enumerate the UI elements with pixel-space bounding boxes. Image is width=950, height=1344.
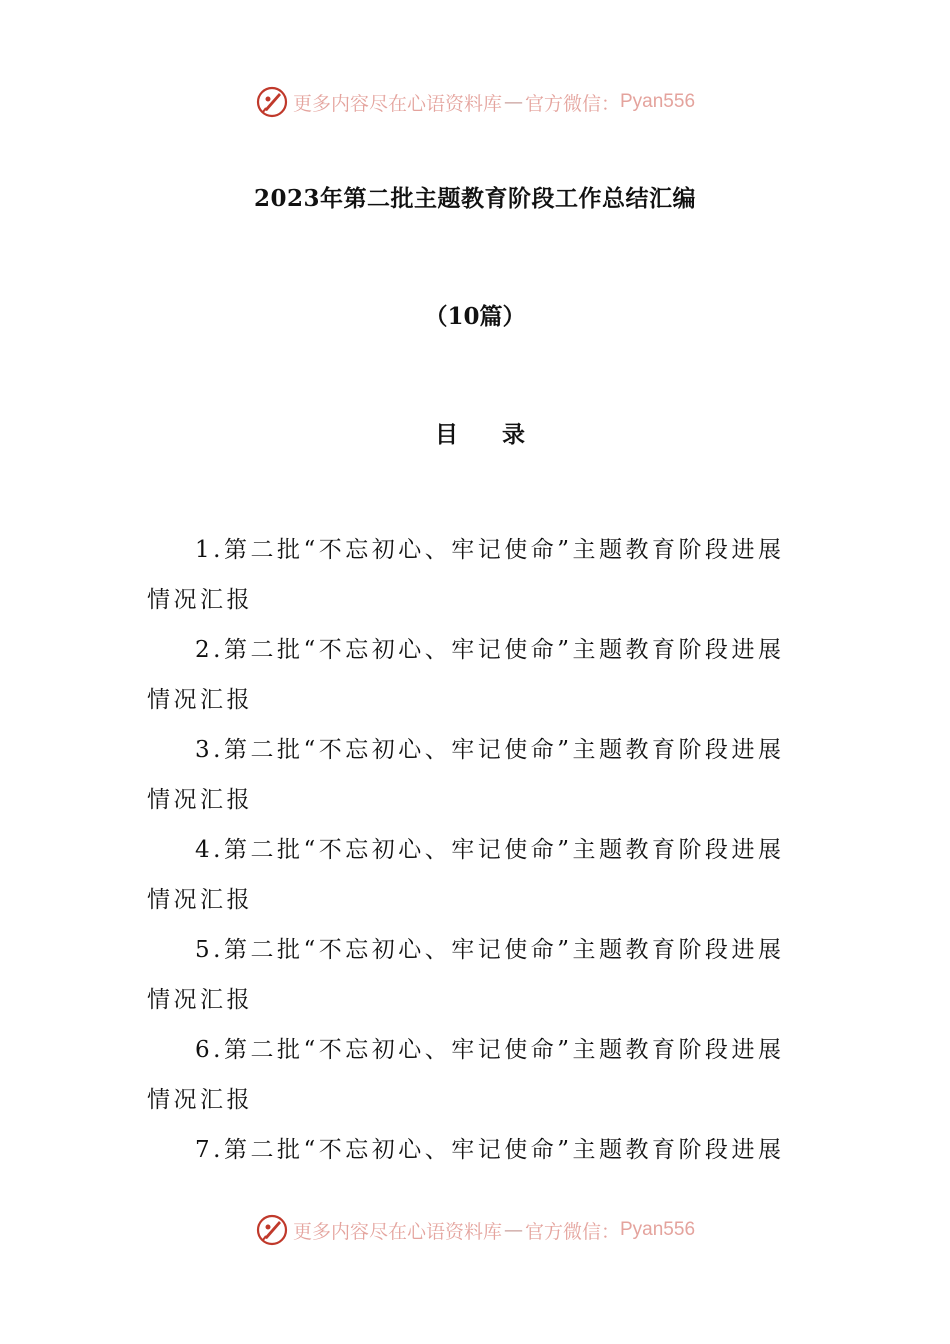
- toc-item-title-cont: 情况汇报: [147, 787, 253, 813]
- toc-item-title-cont: 情况汇报: [147, 1087, 253, 1113]
- quill-logo-icon: [255, 1213, 289, 1247]
- toc-item-title-cont: 情况汇报: [147, 687, 253, 713]
- toc-item: [147, 1030, 807, 1130]
- toc-item-title: 6.第二批“不忘初心、牢记使命”主题教育阶段进展: [195, 1037, 785, 1063]
- toc-item: [147, 730, 807, 830]
- watermark-dash: —: [503, 1219, 523, 1241]
- toc-item: [147, 630, 807, 730]
- toc-item-title: 4.第二批“不忘初心、牢记使命”主题教育阶段进展: [195, 837, 785, 863]
- document-title: 2023年第二批主题教育阶段工作总结汇编: [253, 185, 696, 212]
- header-watermark: [0, 82, 950, 122]
- watermark-wechat-id: Pyan556: [620, 91, 696, 112]
- toc-item-title: 7.第二批“不忘初心、牢记使命”主题教育阶段进展: [195, 1137, 785, 1163]
- toc-item: [147, 930, 807, 1030]
- toc-item-title: 5.第二批“不忘初心、牢记使命”主题教育阶段进展: [195, 937, 785, 963]
- toc-item-title: 2.第二批“不忘初心、牢记使命”主题教育阶段进展: [195, 637, 785, 663]
- table-of-contents: [147, 530, 807, 1180]
- toc-item-title-cont: 情况汇报: [147, 887, 253, 913]
- toc-item-title: 3.第二批“不忘初心、牢记使命”主题教育阶段进展: [195, 737, 785, 763]
- watermark-dash: —: [503, 91, 523, 113]
- toc-item: [147, 830, 807, 930]
- toc-item: [147, 530, 807, 630]
- quill-logo-icon: [255, 85, 289, 119]
- toc-item: [147, 1130, 807, 1180]
- toc-heading: 目 录: [434, 421, 543, 448]
- toc-item-title: 1.第二批“不忘初心、牢记使命”主题教育阶段进展: [195, 537, 785, 563]
- watermark-wechat-id: Pyan556: [620, 1219, 696, 1240]
- toc-item-title-cont: 情况汇报: [147, 587, 253, 613]
- watermark-wechat-label: 官方微信：: [524, 92, 620, 115]
- watermark-text: 更多内容尽在心语资料库: [292, 1220, 502, 1243]
- footer-watermark: [0, 1210, 950, 1250]
- document-subtitle: （10篇）: [424, 303, 526, 330]
- watermark-wechat-label: 官方微信：: [524, 1220, 620, 1243]
- watermark-text: 更多内容尽在心语资料库: [292, 92, 502, 115]
- toc-item-title-cont: 情况汇报: [147, 987, 253, 1013]
